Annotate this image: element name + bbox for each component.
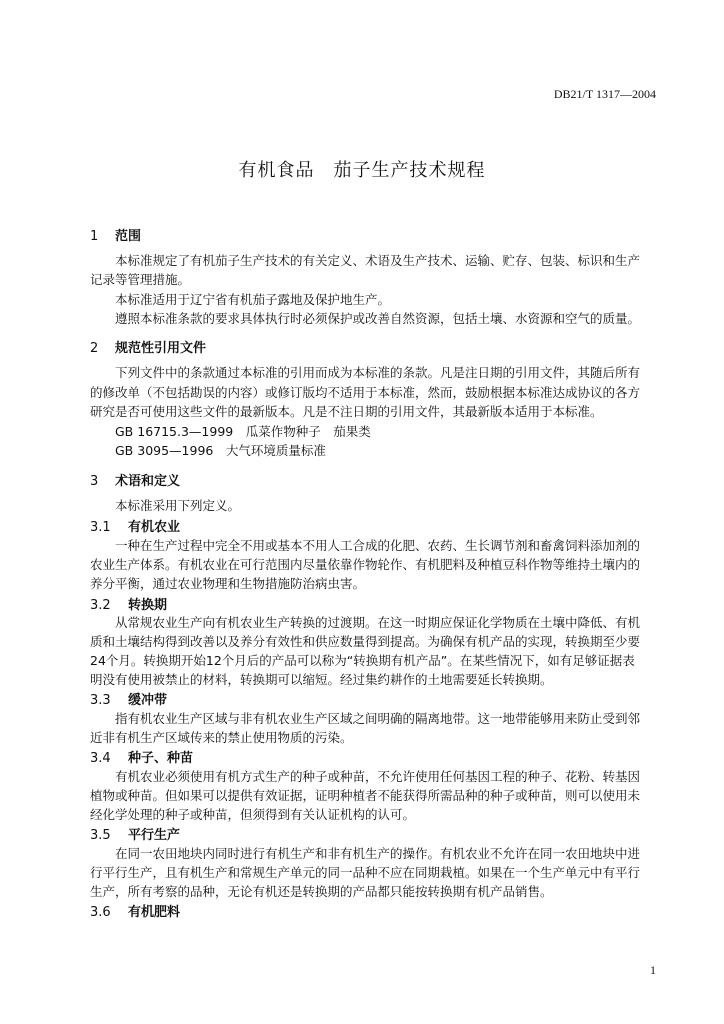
paragraph-line: 生产，所有考察的品种，无论有机还是转换期的产品都只能按转换期有机产品销售。 (90, 884, 553, 899)
paragraph-line: 养分平衡，通过农业物理和生物措施防治病虫害。 (90, 576, 366, 591)
paragraph-line: 质和土壤结构得到改善以及养分有效性和供应数量得到提高。为确保有机产品的实现，转换期至少要 (90, 634, 641, 649)
subsection-title: 有机肥料 (128, 905, 181, 920)
subsection-title: 缓冲带 (128, 693, 168, 708)
subsection-3-1-heading (90, 516, 180, 535)
subsection-number: 3.6 (90, 905, 111, 920)
paragraph-line: 24个月。转换期开始12个月后的产品可以称为“转换期有机产品”。在某些情况下，如有足够证据表 (90, 653, 635, 668)
page-number: 1 (650, 963, 656, 977)
paragraph-line: 下列文件中的条款通过本标准的引用而成为本标准的条款。凡是注日期的引用文件，其随后所有 (115, 365, 641, 380)
paragraph-line: 有机农业必须使用有机方式生产的种子或种苗，不允许使用任何基因工程的种子、花粉、转基因 (115, 769, 641, 784)
subsection-3-4-heading (90, 747, 193, 766)
subsection-title: 平行生产 (128, 828, 181, 843)
subsection-number: 3.1 (90, 520, 111, 535)
subsection-number: 3.4 (90, 751, 111, 766)
paragraph-line: 行平行生产，且有机生产和常规生产单元的同一品种不应在同期栽植。如果在一个生产单元中有平行 (90, 865, 641, 880)
paragraph-line: 本标准规定了有机茄子生产技术的有关定义、术语及生产技术、运输、贮存、包装、标识和生产 (115, 253, 641, 268)
subsection-number: 3.2 (90, 598, 111, 613)
paragraph-line: 本标准适用于辽宁省有机茄子露地及保护地生产。 (115, 292, 391, 307)
paragraph-line: 的修改单（不包括勘误的内容）或修订版均不适用于本标准，然而，鼓励根据本标准达成协议的各方 (90, 385, 641, 400)
section-1-heading (90, 225, 141, 244)
paragraph-line: 在同一农田地块内同时进行有机生产和非有机生产的操作。有机农业不允许在同一农田地块中进 (115, 846, 641, 861)
paragraph-line: 记录等管理措施。 (90, 272, 191, 287)
section-number: 2 (90, 341, 99, 356)
section-title: 规范性引用文件 (115, 341, 207, 356)
section-2-heading (90, 337, 206, 356)
paragraph-line: 一种在生产过程中完全不用或基本不用人工合成的化肥、农药、生长调节剂和畜禽饲料添加剂的 (115, 538, 641, 553)
subsection-3-6-heading (90, 901, 180, 920)
standard-number: DB21/T 1317—2004 (553, 87, 656, 101)
paragraph-line: 指有机农业生产区域与非有机农业生产区域之间明确的隔离地带。这一地带能够用来防止受到邻 (115, 711, 641, 726)
paragraph-line: 近非有机生产区域传来的禁止使用物质的污染。 (90, 730, 353, 745)
paragraph-line: 农业生产体系。有机农业在可行范围内尽量依靠作物轮作、有机肥料及种植豆科作物等维持土壤内的 (90, 557, 641, 572)
reference-item: GB 16715.3—1999 瓜菜作物种子 茄果类 (115, 424, 371, 439)
subsection-3-5-heading (90, 824, 180, 843)
section-number: 1 (90, 229, 99, 244)
subsection-title: 转换期 (128, 598, 168, 613)
subsection-title: 有机农业 (128, 520, 181, 535)
paragraph-line: 经化学处理的种子或种苗，但须得到有关认证机构的认可。 (90, 807, 416, 822)
paragraph-line: 明没有使用被禁止的材料，转换期可以缩短。经过集约耕作的土地需要延长转换期。 (90, 672, 553, 687)
subsection-title: 种子、种苗 (128, 751, 194, 766)
paragraph-line: 从常规农业生产向有机农业生产转换的过渡期。在这一时期应保证化学物质在土壤中降低、有机 (115, 615, 641, 630)
paragraph-line: 遵照本标准条款的要求具体执行时必须保护或改善自然资源，包括土壤、水资源和空气的质量。 (115, 311, 641, 326)
paragraph-line: 本标准采用下列定义。 (115, 498, 241, 513)
document-title: 有机食品 茄子生产技术规程 (238, 160, 486, 181)
subsection-number: 3.3 (90, 693, 111, 708)
reference-item: GB 3095—1996 大气环境质量标准 (115, 443, 326, 458)
subsection-3-3-heading (90, 689, 167, 708)
section-3-heading (90, 470, 180, 489)
paragraph-line: 研究是否可使用这些文件的最新版本。凡是不注日期的引用文件，其最新版本适用于本标准。 (90, 404, 603, 419)
section-title: 术语和定义 (115, 474, 181, 489)
section-title: 范围 (115, 229, 142, 244)
subsection-3-2-heading (90, 594, 167, 613)
subsection-number: 3.5 (90, 828, 111, 843)
section-number: 3 (90, 474, 99, 489)
paragraph-line: 植物或种苗。但如果可以提供有效证据，证明种植者不能获得所需品种的种子或种苗，则可以使用未 (90, 788, 641, 803)
